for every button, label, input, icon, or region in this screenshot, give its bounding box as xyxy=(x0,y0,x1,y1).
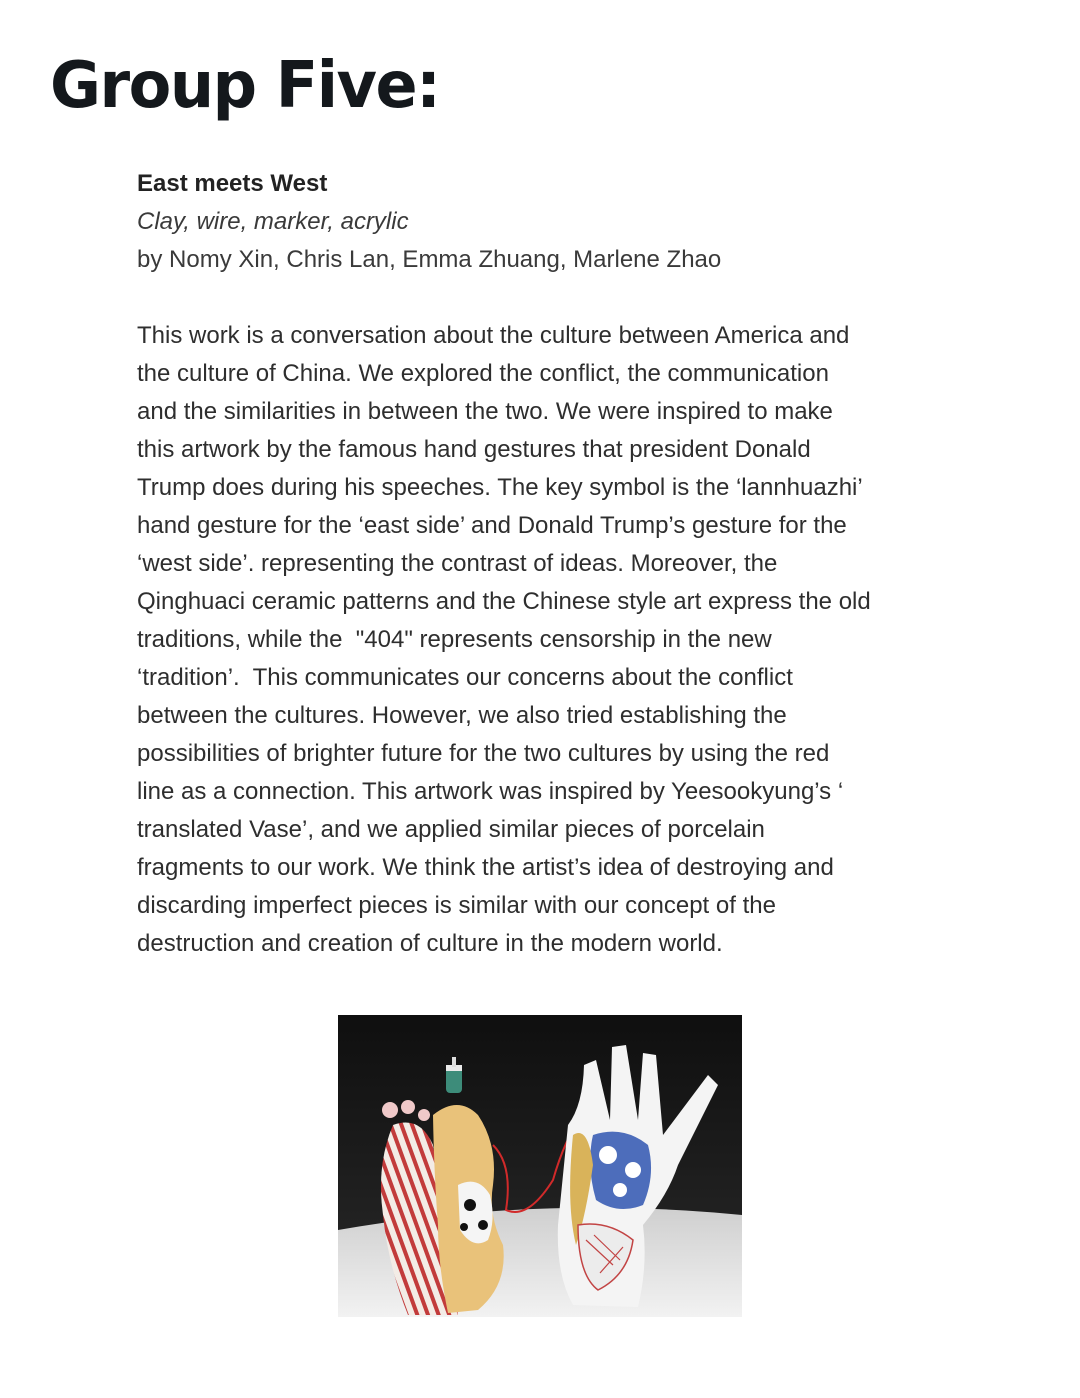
description-line: fragments to our work. We think the artist’s idea of destroying and xyxy=(137,854,834,881)
description-line: ‘tradition’. This communicates our concerns about the conflict xyxy=(137,664,793,691)
artwork-medium: Clay, wire, marker, acrylic xyxy=(137,208,409,235)
description-line: hand gesture for the ‘east side’ and Donald Trump’s gesture for the xyxy=(137,512,847,539)
description-line: discarding imperfect pieces is similar with our concept of the xyxy=(137,892,776,919)
description-line: the culture of China. We explored the conflict, the communication xyxy=(137,360,829,387)
description-line: ‘west side’. representing the contrast of ideas. Moreover, the xyxy=(137,550,778,577)
description-line: translated Vase’, and we applied similar pieces of porcelain xyxy=(137,816,765,843)
description-line: line as a connection. This artwork was inspired by Yeesookyung’s ‘ xyxy=(137,778,844,805)
artwork-byline: by Nomy Xin, Chris Lan, Emma Zhuang, Marlene Zhao xyxy=(137,246,722,273)
description-line: and the similarities in between the two. We were inspired to make xyxy=(137,398,833,425)
description-line: destruction and creation of culture in the modern world. xyxy=(137,930,723,957)
description-line: this artwork by the famous hand gestures that president Donald xyxy=(137,436,811,463)
description-line: possibilities of brighter future for the two cultures by using the red xyxy=(137,740,830,767)
artwork-photo-illustration xyxy=(338,1015,742,1317)
page-title: Group Five: xyxy=(50,49,440,123)
description-line: Qinghuaci ceramic patterns and the Chinese style art express the old xyxy=(137,588,871,615)
artwork-photo xyxy=(338,1015,742,1317)
description-line: Trump does during his speeches. The key symbol is the ‘lannhuazhi’ xyxy=(137,474,863,501)
description-line: between the cultures. However, we also tried establishing the xyxy=(137,702,787,729)
artwork-entry xyxy=(137,165,947,963)
description-line: traditions, while the "404" represents censorship in the new xyxy=(137,626,772,653)
description-line: This work is a conversation about the culture between America and xyxy=(137,322,850,349)
artwork-description xyxy=(137,317,947,963)
artwork-title: East meets West xyxy=(137,170,328,197)
